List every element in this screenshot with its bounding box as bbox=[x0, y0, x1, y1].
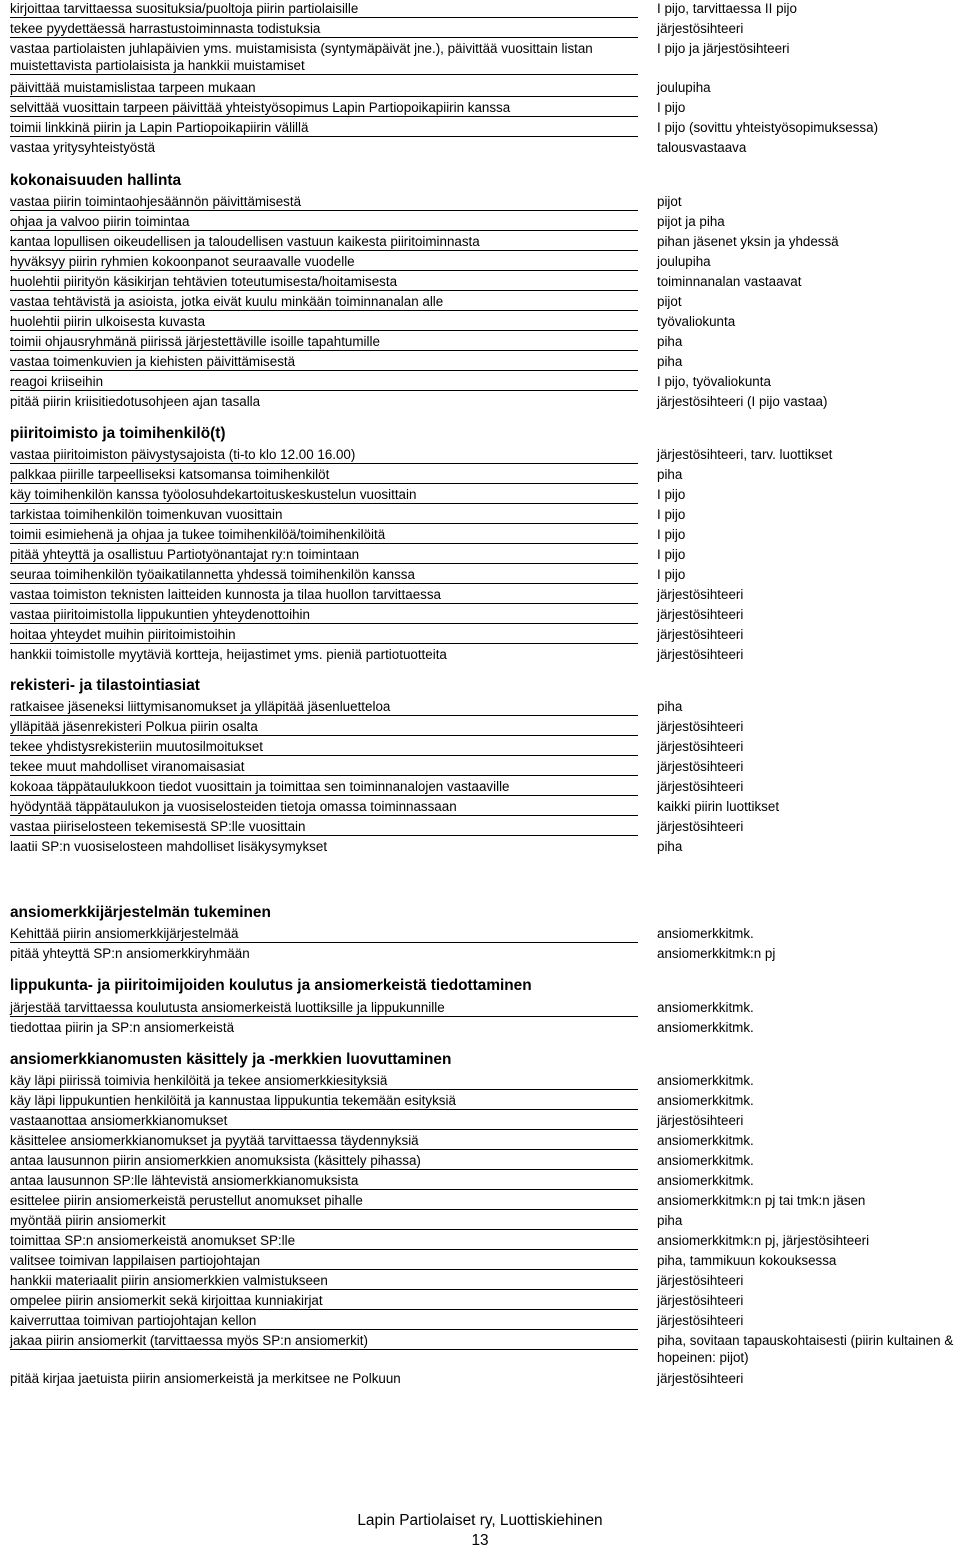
responsible-text: ansiomerkkitmk. bbox=[657, 926, 754, 941]
task-text: esittelee piirin ansiomerkeistä perustellut anomukset pihalle bbox=[10, 1192, 638, 1210]
task-row bbox=[0, 313, 960, 333]
task-text: tarkistaa toimihenkilön toimenkuvan vuosittain bbox=[10, 506, 638, 524]
task-text: toimii linkkinä piirin ja Lapin Partiopoikapiirin välillä bbox=[10, 119, 638, 137]
task-row bbox=[0, 1172, 960, 1192]
task-row bbox=[0, 1072, 960, 1092]
task-text: selvittää vuosittain tarpeen päivittää yhteistyösopimus Lapin Partiopoikapiirin kanssa bbox=[10, 99, 638, 117]
task-row bbox=[0, 233, 960, 253]
task-row bbox=[0, 0, 960, 20]
responsible-text: järjestösihteeri bbox=[657, 1371, 744, 1386]
task-row bbox=[0, 606, 960, 626]
task-row bbox=[0, 1312, 960, 1332]
task-row bbox=[0, 1292, 960, 1312]
task-text: vastaa toimenkuvien ja kiehisten päivittämisestä bbox=[10, 353, 638, 371]
task-text: käy läpi piirissä toimivia henkilöitä ja tekee ansiomerkkiesityksiä bbox=[10, 1072, 638, 1090]
task-row bbox=[0, 373, 960, 393]
responsible-text: järjestösihteeri bbox=[657, 607, 744, 622]
responsible-text: ansiomerkkitmk:n pj bbox=[657, 946, 776, 961]
responsible-text: ansiomerkkitmk. bbox=[657, 1073, 754, 1088]
task-text: tekee pyydettäessä harrastustoiminnasta todistuksia bbox=[10, 20, 638, 38]
task-text: hoitaa yhteydet muihin piiritoimistoihin bbox=[10, 626, 638, 644]
section-heading: kokonaisuuden hallinta bbox=[10, 172, 182, 189]
task-row bbox=[0, 353, 960, 373]
responsible-text: joulupiha bbox=[657, 254, 711, 269]
task-row bbox=[0, 273, 960, 293]
task-row bbox=[0, 1272, 960, 1292]
task-row bbox=[0, 1152, 960, 1172]
responsible-text: I pijo bbox=[657, 567, 686, 582]
task-text: antaa lausunnon piirin ansiomerkkien anomuksista (käsittely pihassa) bbox=[10, 1152, 638, 1170]
responsible-text: pijot bbox=[657, 294, 682, 309]
task-row bbox=[0, 1332, 960, 1370]
responsible-text: järjestösihteeri bbox=[657, 627, 744, 642]
task-row bbox=[0, 838, 960, 858]
task-row bbox=[0, 778, 960, 798]
task-text: käsittelee ansiomerkkianomukset ja pyytää tarvittaessa täydennyksiä bbox=[10, 1132, 638, 1150]
responsible-text: ansiomerkkitmk. bbox=[657, 1000, 754, 1015]
task-text: toimii esimiehenä ja ohjaa ja tukee toimihenkilöä/toimihenkilöitä bbox=[10, 526, 638, 544]
responsible-text: piha bbox=[657, 334, 683, 349]
responsible-text: ansiomerkkitmk:n pj, järjestösihteeri bbox=[657, 1233, 870, 1248]
task-row bbox=[0, 566, 960, 586]
task-row bbox=[0, 925, 960, 945]
page-number: 13 bbox=[471, 1532, 489, 1549]
task-text: tekee muut mahdolliset viranomaisasiat bbox=[10, 758, 638, 776]
task-row bbox=[0, 526, 960, 546]
task-text: ratkaisee jäseneksi liittymisanomukset ja ylläpitää jäsenluetteloa bbox=[10, 698, 638, 716]
task-text: vastaanottaa ansiomerkkianomukset bbox=[10, 1112, 638, 1130]
task-text: pitää yhteyttä SP:n ansiomerkkiryhmään bbox=[10, 946, 250, 961]
task-text: palkkaa piirille tarpeelliseksi katsomansa toimihenkilöt bbox=[10, 466, 638, 484]
responsible-text: ansiomerkkitmk. bbox=[657, 1153, 754, 1168]
responsible-text: talousvastaava bbox=[657, 140, 747, 155]
task-text: Kehittää piirin ansiomerkkijärjestelmää bbox=[10, 925, 638, 943]
task-text: käy toimihenkilön kanssa työolosuhdekartoituskeskustelun vuosittain bbox=[10, 486, 638, 504]
task-text: ohjaa ja valvoo piirin toimintaa bbox=[10, 213, 638, 231]
responsible-text: I pijo, työvaliokunta bbox=[657, 374, 771, 389]
task-text: hankkii materiaalit piirin ansiomerkkien valmistukseen bbox=[10, 1272, 638, 1290]
task-row bbox=[0, 738, 960, 758]
task-text: tekee yhdistysrekisteriin muutosilmoitukset bbox=[10, 738, 638, 756]
task-text: pitää kirjaa jaetuista piirin ansiomerkeistä ja merkitsee ne Polkuun bbox=[10, 1371, 401, 1386]
responsible-text: järjestösihteeri, tarv. luottikset bbox=[657, 447, 833, 462]
responsible-text: piha bbox=[657, 467, 683, 482]
task-text: kirjoittaa tarvittaessa suosituksia/puoltoja piirin partiolaisille bbox=[10, 0, 638, 18]
section-heading: ansiomerkkianomusten käsittely ja -merkkien luovuttaminen bbox=[10, 1051, 452, 1068]
task-row bbox=[0, 40, 960, 78]
responsible-text: järjestösihteeri bbox=[657, 739, 744, 754]
task-text: kokoaa täppätaulukkoon tiedot vuosittain ja toimittaa sen toiminnanalojen vastaaville bbox=[10, 778, 638, 796]
responsible-text: järjestösihteeri bbox=[657, 779, 744, 794]
task-row bbox=[0, 79, 960, 99]
responsible-text: järjestösihteeri (I pijo vastaa) bbox=[657, 394, 828, 409]
responsible-text: pihan jäsenet yksin ja yhdessä bbox=[657, 234, 839, 249]
responsible-text: toiminnanalan vastaavat bbox=[657, 274, 802, 289]
task-row bbox=[0, 1212, 960, 1232]
task-row bbox=[0, 1192, 960, 1212]
responsible-text: I pijo (sovittu yhteistyösopimuksessa) bbox=[657, 120, 879, 135]
responsible-text: järjestösihteeri bbox=[657, 819, 744, 834]
task-text: valitsee toimivan lappilaisen partiojohtajan bbox=[10, 1252, 638, 1270]
task-row bbox=[0, 798, 960, 818]
task-text: vastaa toimiston teknisten laitteiden kunnosta ja tilaa huollon tarvittaessa bbox=[10, 586, 638, 604]
responsible-text: järjestösihteeri bbox=[657, 1313, 744, 1328]
task-text: kantaa lopullisen oikeudellisen ja taloudellisen vastuun kaikesta piiritoiminnasta bbox=[10, 233, 638, 251]
task-row bbox=[0, 506, 960, 526]
task-row bbox=[0, 1092, 960, 1112]
task-text: järjestää tarvittaessa koulutusta ansiomerkeistä luottiksille ja lippukunnille bbox=[10, 999, 638, 1017]
task-text: käy läpi lippukuntien henkilöitä ja kannustaa lippukuntia tekemään esityksiä bbox=[10, 1092, 638, 1110]
task-text: kaiverruttaa toimivan partiojohtajan kellon bbox=[10, 1312, 638, 1330]
responsible-text: järjestösihteeri bbox=[657, 587, 744, 602]
task-row bbox=[0, 293, 960, 313]
task-row bbox=[0, 20, 960, 40]
task-row bbox=[0, 466, 960, 486]
responsible-text: järjestösihteeri bbox=[657, 647, 744, 662]
task-row bbox=[0, 1112, 960, 1132]
responsible-text: piha, sovitaan tapauskohtaisesti (piirin kultainen & hopeinen: pijot) bbox=[657, 1333, 954, 1365]
task-row bbox=[0, 546, 960, 566]
responsible-text: I pijo, tarvittaessa II pijo bbox=[657, 1, 797, 16]
responsible-text: pijot ja piha bbox=[657, 214, 725, 229]
task-row bbox=[0, 1232, 960, 1252]
task-row bbox=[0, 119, 960, 139]
responsible-text: järjestösihteeri bbox=[657, 759, 744, 774]
task-text: vastaa yritysyhteistyöstä bbox=[10, 140, 156, 155]
task-row bbox=[0, 718, 960, 738]
task-text: laatii SP:n vuosiselosteen mahdolliset lisäkysymykset bbox=[10, 839, 328, 854]
task-row bbox=[0, 333, 960, 353]
responsible-text: järjestösihteeri bbox=[657, 1293, 744, 1308]
task-row bbox=[0, 758, 960, 778]
task-text: vastaa tehtävistä ja asioista, jotka eivät kuulu minkään toiminnanalan alle bbox=[10, 293, 638, 311]
task-row bbox=[0, 1132, 960, 1152]
task-row bbox=[0, 253, 960, 273]
page-footer: Lapin Partiolaiset ry, Luottiskiehinen bbox=[357, 1512, 603, 1529]
task-text: päivittää muistamislistaa tarpeen mukaan bbox=[10, 79, 638, 97]
task-row bbox=[0, 698, 960, 718]
task-row bbox=[0, 393, 960, 413]
task-row bbox=[0, 1370, 960, 1390]
task-text: vastaa piirin toimintaohjesäännön päivittämisestä bbox=[10, 193, 638, 211]
task-text: pitää piirin kriisitiedotusohjeen ajan tasalla bbox=[10, 394, 261, 409]
task-row bbox=[0, 586, 960, 606]
task-text: ompelee piirin ansiomerkit sekä kirjoittaa kunniakirjat bbox=[10, 1292, 638, 1310]
responsible-text: työvaliokunta bbox=[657, 314, 736, 329]
task-row bbox=[0, 1252, 960, 1272]
responsible-text: joulupiha bbox=[657, 80, 711, 95]
task-text: hyödyntää täppätaulukon ja vuosiselosteiden tietoja omassa toiminnassaan bbox=[10, 798, 638, 816]
responsible-text: piha, tammikuun kokouksessa bbox=[657, 1253, 837, 1268]
task-text: reagoi kriiseihin bbox=[10, 373, 638, 391]
task-text: ylläpitää jäsenrekisteri Polkua piirin osalta bbox=[10, 718, 638, 736]
responsible-text: ansiomerkkitmk. bbox=[657, 1093, 754, 1108]
responsible-text: piha bbox=[657, 699, 683, 714]
task-row bbox=[0, 486, 960, 506]
task-text: toimii ohjausryhmänä piirissä järjestettäville isoille tapahtumille bbox=[10, 333, 638, 351]
task-text: tiedottaa piirin ja SP:n ansiomerkeistä bbox=[10, 1020, 235, 1035]
task-row bbox=[0, 999, 960, 1019]
task-text: pitää yhteyttä ja osallistuu Partiotyönantajat ry:n toimintaan bbox=[10, 546, 638, 564]
responsible-text: piha bbox=[657, 839, 683, 854]
section-heading: piiritoimisto ja toimihenkilö(t) bbox=[10, 425, 226, 442]
task-text: toimittaa SP:n ansiomerkeistä anomukset SP:lle bbox=[10, 1232, 638, 1250]
task-row bbox=[0, 193, 960, 213]
task-row bbox=[0, 446, 960, 466]
task-text: vastaa piiritoimiston päivystysajoista (ti-to klo 12.00 16.00) bbox=[10, 446, 638, 464]
responsible-text: ansiomerkkitmk. bbox=[657, 1133, 754, 1148]
responsible-text: I pijo bbox=[657, 100, 686, 115]
responsible-text: ansiomerkkitmk:n pj tai tmk:n jäsen bbox=[657, 1193, 866, 1208]
responsible-text: pijot bbox=[657, 194, 682, 209]
responsible-text: I pijo bbox=[657, 547, 686, 562]
task-row bbox=[0, 99, 960, 119]
responsible-text: järjestösihteeri bbox=[657, 1273, 744, 1288]
task-row bbox=[0, 646, 960, 666]
task-row bbox=[0, 626, 960, 646]
section-heading: rekisteri- ja tilastointiasiat bbox=[10, 677, 200, 694]
responsible-text: kaikki piirin luottikset bbox=[657, 799, 780, 814]
responsible-text: ansiomerkkitmk. bbox=[657, 1173, 754, 1188]
responsible-text: järjestösihteeri bbox=[657, 719, 744, 734]
responsible-text: I pijo ja järjestösihteeri bbox=[657, 41, 790, 56]
section-heading: ansiomerkkijärjestelmän tukeminen bbox=[10, 904, 271, 921]
task-text: vastaa piiritoimistolla lippukuntien yhteydenottoihin bbox=[10, 606, 638, 624]
responsible-text: I pijo bbox=[657, 487, 686, 502]
task-row bbox=[0, 945, 960, 965]
task-row bbox=[0, 139, 960, 159]
task-text: jakaa piirin ansiomerkit (tarvittaessa myös SP:n ansiomerkit) bbox=[10, 1332, 638, 1350]
task-text: myöntää piirin ansiomerkit bbox=[10, 1212, 638, 1230]
task-text: vastaa partiolaisten juhlapäivien yms. muistamisista (syntymäpäivät jne.), päivittää vuosittain listan muistettavista partiolaisista ja hankkii muistamiset bbox=[10, 40, 638, 75]
task-row bbox=[0, 213, 960, 233]
responsible-text: ansiomerkkitmk. bbox=[657, 1020, 754, 1035]
responsible-text: järjestösihteeri bbox=[657, 21, 744, 36]
task-row bbox=[0, 818, 960, 838]
responsible-text: järjestösihteeri bbox=[657, 1113, 744, 1128]
responsible-text: piha bbox=[657, 354, 683, 369]
task-text: hyväksyy piirin ryhmien kokoonpanot seuraavalle vuodelle bbox=[10, 253, 638, 271]
task-text: hankkii toimistolle myytäviä kortteja, heijastimet yms. pieniä partiotuotteita bbox=[10, 647, 447, 662]
task-text: seuraa toimihenkilön työaikatilannetta yhdessä toimihenkilön kanssa bbox=[10, 566, 638, 584]
responsible-text: piha bbox=[657, 1213, 683, 1228]
task-text: huolehtii piirityön käsikirjan tehtävien toteutumisesta/hoitamisesta bbox=[10, 273, 638, 291]
task-text: vastaa piiriselosteen tekemisestä SP:lle vuosittain bbox=[10, 818, 638, 836]
responsible-text: I pijo bbox=[657, 507, 686, 522]
task-text: huolehtii piirin ulkoisesta kuvasta bbox=[10, 313, 638, 331]
section-heading: lippukunta- ja piiritoimijoiden koulutus ja ansiomerkeistä tiedottaminen bbox=[10, 977, 532, 994]
task-row bbox=[0, 1019, 960, 1039]
responsible-text: I pijo bbox=[657, 527, 686, 542]
task-text: antaa lausunnon SP:lle lähtevistä ansiomerkkianomuksista bbox=[10, 1172, 638, 1190]
